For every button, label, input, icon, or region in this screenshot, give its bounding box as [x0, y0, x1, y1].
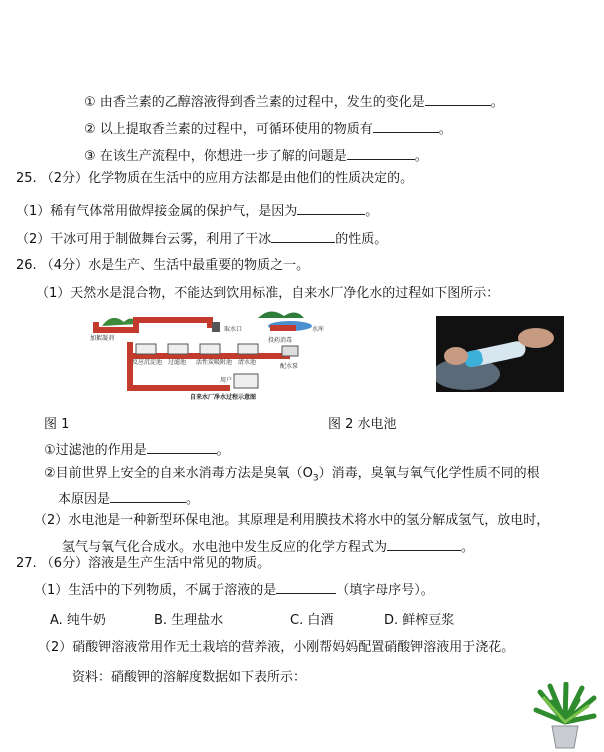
q26-sub-2	[44, 466, 540, 487]
q27-text-1b: （填字母序号）。	[336, 583, 434, 598]
q26-sub2-text-b: ）消毒，臭氧与氧气化学性质不同的根	[318, 466, 540, 481]
water-battery-photo	[436, 316, 564, 392]
q24-blank-3[interactable]	[347, 146, 415, 160]
pump-icon	[282, 346, 298, 356]
punct: 。	[461, 540, 475, 555]
intake-icon	[212, 322, 220, 332]
q24-line-3	[84, 146, 428, 165]
q26-sub2-text-c: 本原因是	[58, 492, 111, 507]
label-intake: 取水口	[224, 326, 243, 333]
option-c[interactable]: C. 白酒	[290, 613, 334, 628]
q27-part-3: 资料：硝酸钾的溶解度数据如下表所示：	[72, 670, 307, 685]
label-clean: 清水池	[238, 359, 257, 366]
q26-part-1: （1）天然水是混合物，不能达到饮用标准，自来水厂净化水的过程如下图所示：	[36, 286, 500, 301]
punct: 。	[490, 95, 504, 110]
punct: 。	[414, 149, 428, 164]
q25-blank-1[interactable]	[297, 201, 365, 215]
q26-sub2-text: ②目前世界上安全的自来水消毒方法是臭氧（O	[44, 466, 313, 481]
q27-part-2: （2）硝酸钾溶液常用作无土栽培的营养液，小刚帮妈妈配置硝酸钾溶液用于浇花。	[38, 640, 515, 655]
q24-blank-2[interactable]	[373, 119, 439, 133]
punct: 。	[216, 443, 230, 458]
q27-header: 27. （6分）溶液是生产生活中常见的物质。	[16, 556, 271, 571]
water-treatment-diagram	[90, 304, 350, 404]
q24-blank-1[interactable]	[425, 92, 491, 106]
label-pump: 配水泵	[280, 363, 299, 370]
figure-1-caption: 图 1	[44, 417, 70, 432]
label-add: 加絮凝剂	[90, 335, 115, 342]
q26-header: 26. （4分）水是生产、生活中最重要的物质之一。	[16, 258, 310, 273]
tank-icon	[136, 344, 156, 354]
figure-2-caption: 图 2 水电池	[328, 417, 397, 432]
q25-part-2	[16, 229, 387, 248]
q26-sub-1	[44, 440, 230, 459]
q26-p2-text: 氢气与氧气化合成水。水电池中发生反应的化学方程式为	[62, 540, 388, 555]
option-a[interactable]: A. 纯牛奶	[50, 613, 106, 628]
q26-blank-1[interactable]	[147, 440, 217, 454]
q24-line-1	[84, 92, 504, 111]
q26-blank-2[interactable]	[110, 489, 186, 503]
q27-text-1: （1）生活中的下列物质，不属于溶液的是	[34, 583, 277, 598]
diagram-title: 自来水厂净水过程示意图	[190, 394, 257, 401]
q25-text-2b: 的性质。	[335, 232, 388, 247]
label-user: 用户	[220, 377, 233, 384]
hand-icon	[444, 347, 468, 365]
q24-text-2: ② 以上提取香兰素的过程中，可循环使用的物质有	[84, 122, 373, 137]
q25-blank-2[interactable]	[271, 229, 335, 243]
punct: 。	[438, 122, 452, 137]
q25-text-1: （1）稀有气体常用做焊接金属的保护气，是因为	[16, 204, 298, 219]
punct: 。	[365, 204, 379, 219]
q24-line-2	[84, 119, 452, 138]
option-b[interactable]: B. 生理盐水	[154, 613, 224, 628]
mountain-icon	[102, 318, 138, 326]
q24-text-1: ① 由香兰素的乙醇溶液得到香兰素的过程中，发生的变化是	[84, 95, 425, 110]
q26-blank-3[interactable]	[387, 537, 461, 551]
punct: 。	[186, 492, 200, 507]
label-sediment: 反应沉淀池	[132, 359, 163, 366]
label-reservoir: 水库	[312, 326, 325, 333]
q27-blank-1[interactable]	[276, 580, 336, 594]
q26-sub1-text: ①过滤池的作用是	[44, 443, 147, 458]
q25-header: 25. （2分）化学物质在生活中的应用方法都是由他们的性质决定的。	[16, 171, 414, 186]
mountain-icon	[258, 311, 304, 318]
subscript: 3	[312, 473, 319, 484]
plant-icon	[530, 682, 600, 750]
q25-text-2: （2）干冰可用于制做舞台云雾，利用了干冰	[16, 232, 272, 247]
q26-sub-2-cont	[58, 489, 199, 508]
label-carbon: 活性炭吸附池	[196, 359, 233, 366]
q26-part-2: （2）水电池是一种新型环保电池。其原理是利用膜技术将水中的氢分解成氢气，放电时，	[34, 513, 550, 528]
tank-icon	[200, 344, 220, 354]
q25-part-1	[16, 201, 378, 220]
q24-text-3: ③ 在该生产流程中，你想进一步了解的问题是	[84, 149, 347, 164]
hand-icon	[518, 328, 554, 348]
option-d[interactable]: D. 鲜榨豆浆	[384, 613, 455, 628]
q26-part-2-cont	[62, 537, 474, 556]
label-disinfect: 投药消毒	[268, 337, 293, 344]
house-icon	[234, 374, 258, 388]
q27-part-1	[34, 580, 434, 599]
label-filter: 过滤池	[168, 359, 187, 366]
tank-icon	[168, 344, 188, 354]
tank-icon	[238, 344, 258, 354]
